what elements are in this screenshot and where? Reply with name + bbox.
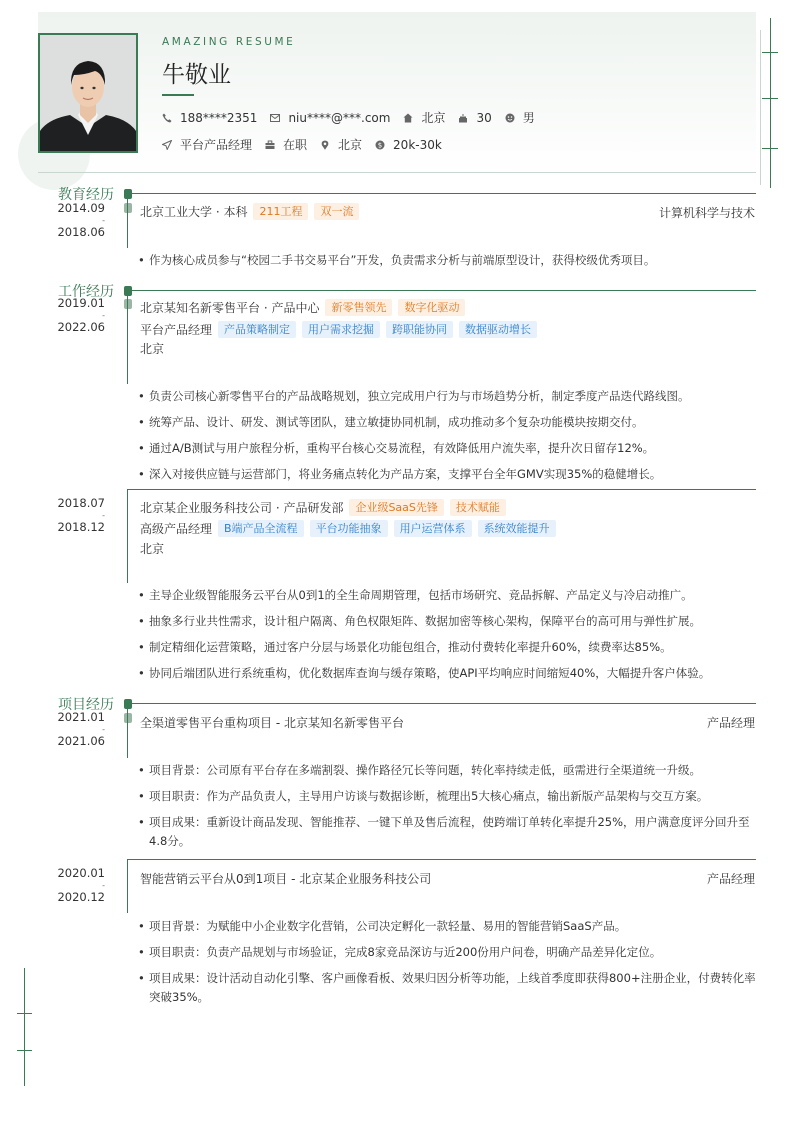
contact-phone: 188****2351 bbox=[162, 111, 257, 125]
decor-tick bbox=[762, 52, 778, 53]
list-item: • 通过A/B测试与用户旅程分析，重构平台核心交易流程，有效降低用户流失率，提升次日留存12%。 bbox=[138, 439, 756, 458]
name-underline bbox=[162, 94, 194, 96]
section-line bbox=[127, 193, 756, 194]
tag: 跨职能协同 bbox=[386, 321, 453, 338]
home-icon bbox=[403, 113, 413, 123]
work-company: 北京某知名新零售平台 · 产品中心 新零售领先 数字化驱动 bbox=[140, 299, 465, 316]
entry-marker bbox=[124, 203, 132, 213]
entry-start-date: 2021.01 bbox=[57, 710, 105, 724]
entry-start-date: 2019.01 bbox=[57, 296, 105, 310]
section-line bbox=[127, 290, 756, 291]
intent-status: 在职 bbox=[265, 136, 307, 153]
entry-start-date: 2018.07 bbox=[57, 496, 105, 510]
cake-icon bbox=[458, 113, 468, 123]
svg-text:$: $ bbox=[377, 141, 383, 150]
mail-icon bbox=[270, 113, 280, 123]
tag: 企业级SaaS先锋 bbox=[349, 499, 443, 516]
tag: 211工程 bbox=[253, 203, 308, 220]
section-marker bbox=[124, 286, 132, 296]
education-school: 北京工业大学 · 本科 211工程 双一流 bbox=[140, 203, 359, 220]
list-item: • 深入对接供应链与运营部门，将业务痛点转化为产品方案，支撑平台全年GMV实现35%的稳健增长。 bbox=[138, 465, 756, 484]
list-item: • 负责公司核心新零售平台的产品战略规划，独立完成用户行为与市场趋势分析，制定季度产品迭代路线图。 bbox=[138, 387, 756, 406]
tag: 双一流 bbox=[314, 203, 359, 220]
work-bullets bbox=[138, 586, 756, 690]
contact-row bbox=[162, 109, 548, 126]
entry-divider bbox=[127, 859, 756, 860]
list-item: • 项目背景：为赋能中小企业数字化营销，公司决定孵化一款轻量、易用的智能营销SaaS产品。 bbox=[138, 917, 756, 936]
contact-city: 北京 bbox=[403, 109, 445, 126]
list-item: • 项目职责：作为产品负责人，主导用户访谈与数据诊断，梳理出5大核心痛点，输出新版产品架构与交互方案。 bbox=[138, 787, 756, 806]
decor-tick bbox=[17, 1013, 32, 1014]
tag: 新零售领先 bbox=[325, 299, 392, 316]
project-role: 产品经理 bbox=[706, 716, 755, 730]
entry-end-date: 2020.12 bbox=[57, 890, 105, 904]
section-marker bbox=[124, 699, 132, 709]
entry-start-date: 2014.09 bbox=[57, 201, 105, 215]
list-item: • 作为核心成员参与“校园二手书交易平台”开发，负责需求分析与前端原型设计，获得校级优秀项目。 bbox=[138, 251, 756, 270]
tag: 用户运营体系 bbox=[394, 520, 472, 537]
tag: 数字化驱动 bbox=[398, 299, 465, 316]
date-separator: - bbox=[102, 881, 105, 890]
candidate-name: 牛敬业 bbox=[162, 62, 231, 88]
section-title-projects: 项目经历 bbox=[58, 697, 114, 713]
entry-start-date: 2020.01 bbox=[57, 866, 105, 880]
decor-line-left bbox=[24, 968, 25, 1086]
timeline-line bbox=[127, 290, 128, 384]
list-item: • 项目成果：重新设计商品发现、智能推荐、一键下单及售后流程，使跨端订单转化率提升25%，用户满意度评分回升至4.8分。 bbox=[138, 813, 756, 851]
list-item: • 统筹产品、设计、研发、测试等团队，建立敏捷协同机制，成功推动多个复杂功能模块按期交付。 bbox=[138, 413, 756, 432]
work-role: 平台产品经理 产品策略制定 用户需求挖掘 跨职能协同 数据驱动增长 bbox=[140, 321, 537, 338]
work-bullets bbox=[138, 387, 756, 491]
tag: 数据驱动增长 bbox=[459, 321, 537, 338]
project-name: 全渠道零售平台重构项目 - 北京某知名新零售平台 bbox=[140, 716, 404, 730]
tag: 系统效能提升 bbox=[478, 520, 556, 537]
section-marker bbox=[124, 189, 132, 199]
list-item: • 项目背景：公司原有平台存在多端割裂、操作路径冗长等问题，转化率持续走低，亟需进行全渠道统一升级。 bbox=[138, 761, 756, 780]
intent-salary: $ 20k-30k bbox=[375, 138, 442, 152]
date-separator: - bbox=[102, 216, 105, 225]
contact-gender: 男 bbox=[505, 109, 535, 126]
list-item: • 主导企业级智能服务云平台从0到1的全生命周期管理，包括市场研究、竞品拆解、产品定义与冷启动推广。 bbox=[138, 586, 756, 605]
decor-line-right-inner bbox=[760, 30, 761, 185]
briefcase-icon bbox=[265, 140, 275, 150]
timeline-line bbox=[127, 489, 128, 583]
list-item: • 抽象多行业共性需求，设计租户隔离、角色权限矩阵、数据加密等核心架构，保障平台的高可用与弹性扩展。 bbox=[138, 612, 756, 631]
tag: 用户需求挖掘 bbox=[302, 321, 380, 338]
work-company: 北京某企业服务科技公司 · 产品研发部 企业级SaaS先锋 技术赋能 bbox=[140, 499, 506, 516]
project-role: 产品经理 bbox=[706, 872, 755, 886]
tag: 技术赋能 bbox=[450, 499, 506, 516]
entry-end-date: 2022.06 bbox=[57, 320, 105, 334]
timeline-line bbox=[127, 859, 128, 913]
section-title-work: 工作经历 bbox=[58, 284, 114, 300]
profile-photo bbox=[38, 33, 138, 153]
money-icon bbox=[375, 140, 385, 150]
list-item: • 协同后端团队进行系统重构，优化数据库查询与缓存策略，使API平均响应时间缩短40%，大幅提升客户体验。 bbox=[138, 664, 756, 683]
work-city: 北京 bbox=[140, 542, 165, 556]
date-separator: - bbox=[102, 311, 105, 320]
work-role: 高级产品经理 B端产品全流程 平台功能抽象 用户运营体系 系统效能提升 bbox=[140, 520, 556, 537]
decor-tick bbox=[762, 98, 778, 99]
send-icon bbox=[162, 140, 172, 150]
phone-icon bbox=[162, 113, 172, 123]
timeline-line bbox=[127, 193, 128, 248]
timeline-line bbox=[127, 703, 128, 758]
entry-marker bbox=[124, 299, 132, 309]
entry-end-date: 2018.06 bbox=[57, 225, 105, 239]
tag: B端产品全流程 bbox=[218, 520, 304, 537]
intent-position: 平台产品经理 bbox=[162, 136, 252, 153]
date-separator: - bbox=[102, 511, 105, 520]
education-bullets bbox=[138, 251, 756, 277]
list-item: • 项目成果：设计活动自动化引擎、客户画像看板、效果归因分析等功能，上线首季度即获得800+注册企业，付费转化率突破35%。 bbox=[138, 969, 756, 1007]
section-title-education: 教育经历 bbox=[58, 187, 114, 203]
tag: 平台功能抽象 bbox=[310, 520, 388, 537]
entry-end-date: 2018.12 bbox=[57, 520, 105, 534]
brand-label: AMAZING RESUME bbox=[162, 36, 296, 48]
education-major: 计算机科学与技术 bbox=[658, 206, 755, 220]
date-separator: - bbox=[102, 725, 105, 734]
project-bullets bbox=[138, 761, 756, 858]
list-item: • 项目职责：负责产品规划与市场验证，完成8家竞品深访与近200份用户问卷，明确产品差异化定位。 bbox=[138, 943, 756, 962]
tag: 产品策略制定 bbox=[218, 321, 296, 338]
gender-icon bbox=[505, 113, 515, 123]
entry-divider bbox=[127, 489, 756, 490]
intent-city: 北京 bbox=[320, 136, 362, 153]
job-intent-row bbox=[162, 136, 455, 153]
contact-age: 30 bbox=[458, 111, 491, 125]
location-pin-icon bbox=[320, 140, 330, 150]
entry-end-date: 2021.06 bbox=[57, 734, 105, 748]
work-city: 北京 bbox=[140, 342, 165, 356]
entry-marker bbox=[124, 713, 132, 723]
list-item: • 制定精细化运营策略，通过客户分层与场景化功能包组合，推动付费转化率提升60%，续费率达85%。 bbox=[138, 638, 756, 657]
project-name: 智能营销云平台从0到1项目 - 北京某企业服务科技公司 bbox=[140, 872, 432, 886]
decor-line-right bbox=[770, 18, 771, 188]
decor-tick bbox=[17, 1050, 32, 1051]
project-bullets bbox=[138, 917, 756, 1014]
decor-tick bbox=[762, 148, 778, 149]
section-line bbox=[127, 703, 756, 704]
header-divider bbox=[38, 172, 756, 173]
contact-email: niu****@***.com bbox=[270, 111, 390, 125]
